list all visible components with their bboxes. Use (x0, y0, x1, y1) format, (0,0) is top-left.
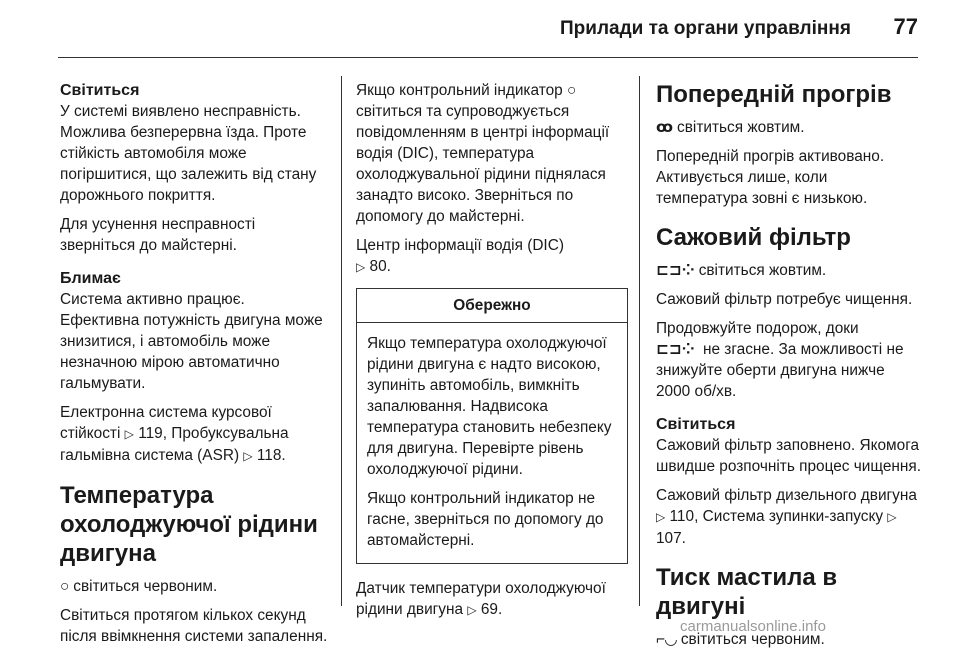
column-divider (639, 76, 640, 606)
page-reference[interactable]: 110 (669, 508, 695, 525)
soot-filter-icon: ⊏⊐⁘ (656, 262, 695, 279)
oil-can-icon: ⌐◡ (656, 631, 677, 648)
triangle-right-icon: ▷ (356, 260, 366, 274)
running-header: Прилади та органи управління (560, 18, 851, 39)
triangle-right-icon: ▷ (467, 603, 477, 617)
paragraph: Датчик температури охолоджуючої рідини двигуна ▷ 69. (356, 580, 606, 618)
triangle-right-icon: ▷ (887, 510, 897, 524)
section-title: Сажовий фільтр (656, 224, 851, 251)
page-reference[interactable]: 119 (138, 425, 163, 442)
section-title: Тиск мастила в двигуні (656, 564, 838, 620)
column-divider (341, 76, 342, 606)
paragraph: Сажовий фільтр заповнено. Якомога швидше розпочніть процес чищення. (656, 437, 922, 475)
section-title: Попередній прогрів (656, 81, 892, 108)
page-reference[interactable]: 80. (369, 258, 391, 275)
triangle-right-icon: ▷ (124, 427, 134, 441)
section-heading: Світиться (656, 416, 736, 433)
paragraph: Центр інформації водія (DIC) ▷ 80. (356, 237, 564, 275)
coolant-indicator-icon: ○ (567, 82, 577, 99)
section-heading: Блимає (60, 270, 121, 287)
soot-filter-icon: ⊏⊐⁘ (656, 341, 695, 358)
paragraph: ⌐◡ світиться червоним. (656, 631, 825, 648)
paragraph: Попередній прогрів активовано. Активується лише, коли температура зовні є низькою. (656, 148, 885, 207)
preheat-coil-icon: ꝏ (656, 119, 674, 136)
paragraph: У системі виявлено несправність. Можлива безперервна їзда. Проте стійкість автомобіля може погіршитися, що залежить від стану дорожнього покриття. (60, 103, 317, 204)
coolant-indicator-icon: ○ (60, 578, 70, 595)
header-rule (58, 57, 918, 58)
column-middle (356, 80, 628, 629)
watermark: carmanualsonline.info (680, 618, 826, 635)
page-reference[interactable]: 107. (656, 530, 686, 547)
paragraph: ⊏⊐⁘ світиться жовтим. (656, 262, 827, 279)
paragraph: Якщо контрольний індикатор ○ світиться та супроводжується повідомленням в центрі інформації водія (DIC), температура охолоджувальної рідини піднялася занадто високо. Зверніться по допомогу до майстерні. (356, 82, 610, 225)
page-reference[interactable]: 69. (480, 601, 503, 618)
paragraph: Сажовий фільтр потребує чищення. (656, 291, 913, 308)
column-left (60, 80, 328, 655)
column-right (656, 80, 922, 658)
caution-body (357, 323, 627, 563)
page-reference[interactable]: 118. (256, 447, 286, 464)
triangle-right-icon: ▷ (243, 449, 253, 463)
paragraph: Якщо температура охолоджуючої рідини двигуна є надто високою, зупиніть автомобіль, вимкніть запалювання. Надвисока температура становить небезпеку для двигуна. Перевірте рівень охолоджуючої рідини. (367, 335, 612, 478)
paragraph: ○ світиться червоним. (60, 578, 218, 595)
section-title: Температура охолоджуючої рідини двигуна (60, 482, 318, 567)
paragraph: Якщо контрольний індикатор не гасне, зверніться по допомогу до автомайстерні. (367, 490, 604, 549)
paragraph: Для усунення несправності зверніться до майстерні. (60, 216, 256, 254)
paragraph: Система активно працює. Ефективна потужність двигуна може знизитися, і автомобіль може незначною мірою автоматично гальмувати. (60, 291, 323, 392)
caution-box (356, 288, 628, 564)
paragraph: Продовжуйте подорож, доки ⊏⊐⁘ не згасне. За можливості не знижуйте оберти двигуна нижче 2000 об/хв. (656, 320, 904, 400)
paragraph: Світиться протягом кількох секунд після ввімкнення системи запалення. (60, 607, 328, 645)
paragraph: ꝏ світиться жовтим. (656, 119, 805, 136)
paragraph: Електронна система курсової стійкості ▷ 119, Пробуксувальна гальмівна система (ASR) ▷ 118. (60, 404, 289, 464)
triangle-right-icon: ▷ (656, 510, 666, 524)
section-heading: Світиться (60, 82, 140, 99)
paragraph: Сажовий фільтр дизельного двигуна ▷ 110, Система зупинки-запуску ▷ 107. (656, 487, 917, 547)
caution-title: Обережно (357, 289, 627, 323)
page-number: 77 (893, 14, 918, 39)
